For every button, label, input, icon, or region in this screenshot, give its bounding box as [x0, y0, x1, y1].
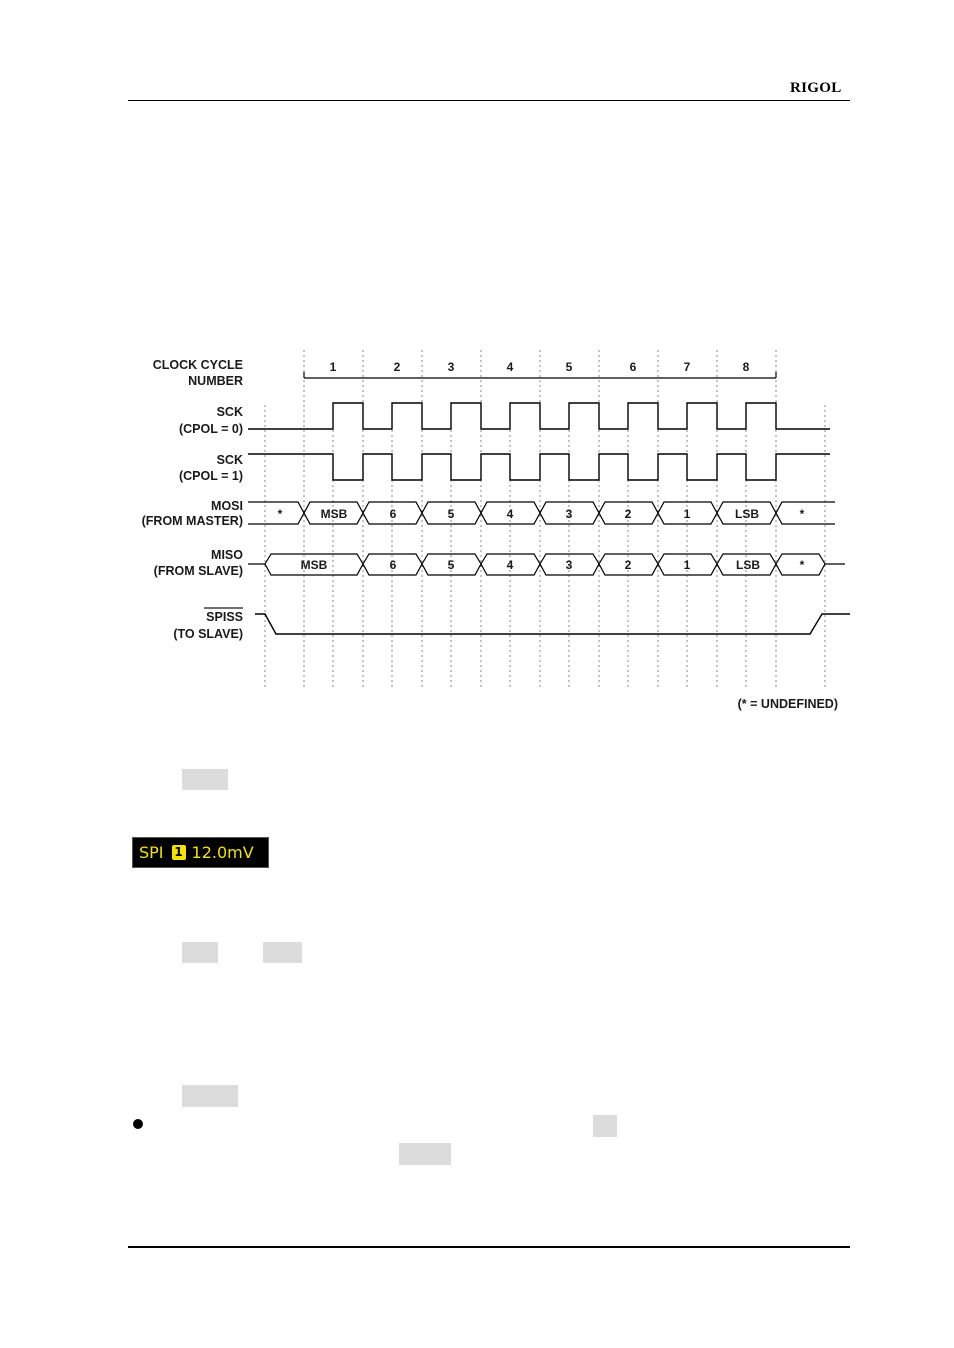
spi-timing-diagram	[130, 345, 852, 715]
cycle-number: 6	[629, 360, 637, 374]
menu-key-highlight	[263, 942, 302, 963]
miso-bit-labels	[301, 558, 805, 572]
mosi-bit: 6	[389, 507, 397, 521]
miso-bit: 1	[683, 558, 691, 572]
clock-cycle-label-line1: CLOCK CYCLE	[152, 358, 243, 372]
miso-bit: 5	[447, 558, 455, 572]
trigger-level-value: 12.0mV	[191, 843, 254, 862]
signal-name-sck0: SCK	[216, 405, 243, 419]
cycle-number: 7	[683, 360, 691, 374]
cycle-number: 2	[393, 360, 401, 374]
mosi-bit: *	[799, 507, 805, 521]
brand-logo: RIGOL	[790, 80, 842, 96]
sck-cpol0-waveform	[248, 403, 830, 429]
bullet-point-icon	[133, 1119, 143, 1129]
miso-bit: 2	[624, 558, 632, 572]
miso-bit: 4	[506, 558, 514, 572]
mosi-bit: 3	[565, 507, 573, 521]
miso-bit: 3	[565, 558, 573, 572]
signal-name-spiss: SPISS	[206, 610, 243, 624]
header-rule	[128, 100, 850, 101]
signal-sub-spiss: (TO SLAVE)	[173, 627, 243, 641]
mosi-bit: 5	[447, 507, 455, 521]
menu-key-highlight	[399, 1143, 451, 1165]
menu-key-highlight	[182, 942, 218, 963]
signal-sub-miso: (FROM SLAVE)	[153, 564, 243, 578]
spiss-waveform	[255, 614, 850, 634]
cycle-number: 3	[447, 360, 455, 374]
signal-name-sck1: SCK	[216, 453, 243, 467]
mosi-bit: *	[277, 507, 283, 521]
sck-cpol1-waveform	[248, 454, 830, 480]
undefined-footnote: (* = UNDEFINED)	[737, 697, 838, 711]
mosi-bit: 1	[683, 507, 691, 521]
cycle-number: 5	[565, 360, 573, 374]
signal-sub-mosi: (FROM MASTER)	[141, 514, 243, 528]
mosi-bit: LSB	[735, 507, 759, 521]
footer-rule	[128, 1246, 850, 1248]
signal-name-miso: MISO	[211, 548, 243, 562]
cycle-number: 8	[742, 360, 750, 374]
signal-sub-sck0: (CPOL = 0)	[178, 422, 243, 436]
menu-key-highlight	[593, 1115, 617, 1137]
mosi-bit: 2	[624, 507, 632, 521]
miso-bit: *	[799, 558, 805, 572]
miso-bit: LSB	[736, 558, 760, 572]
miso-bit: MSB	[300, 558, 328, 572]
signal-name-mosi: MOSI	[211, 499, 243, 513]
clock-cycle-label-line2: NUMBER	[188, 374, 243, 388]
menu-key-highlight	[182, 1085, 238, 1107]
mosi-bit: MSB	[320, 507, 348, 521]
trigger-status-display	[132, 837, 269, 868]
cycle-number: 1	[329, 360, 337, 374]
menu-key-highlight	[182, 769, 228, 790]
miso-bit: 6	[389, 558, 397, 572]
mosi-bit: 4	[506, 507, 514, 521]
signal-sub-sck1: (CPOL = 1)	[178, 469, 243, 483]
channel-badge: 1	[172, 845, 186, 860]
cycle-number: 4	[506, 360, 514, 374]
trigger-mode-label: SPI	[139, 843, 164, 862]
